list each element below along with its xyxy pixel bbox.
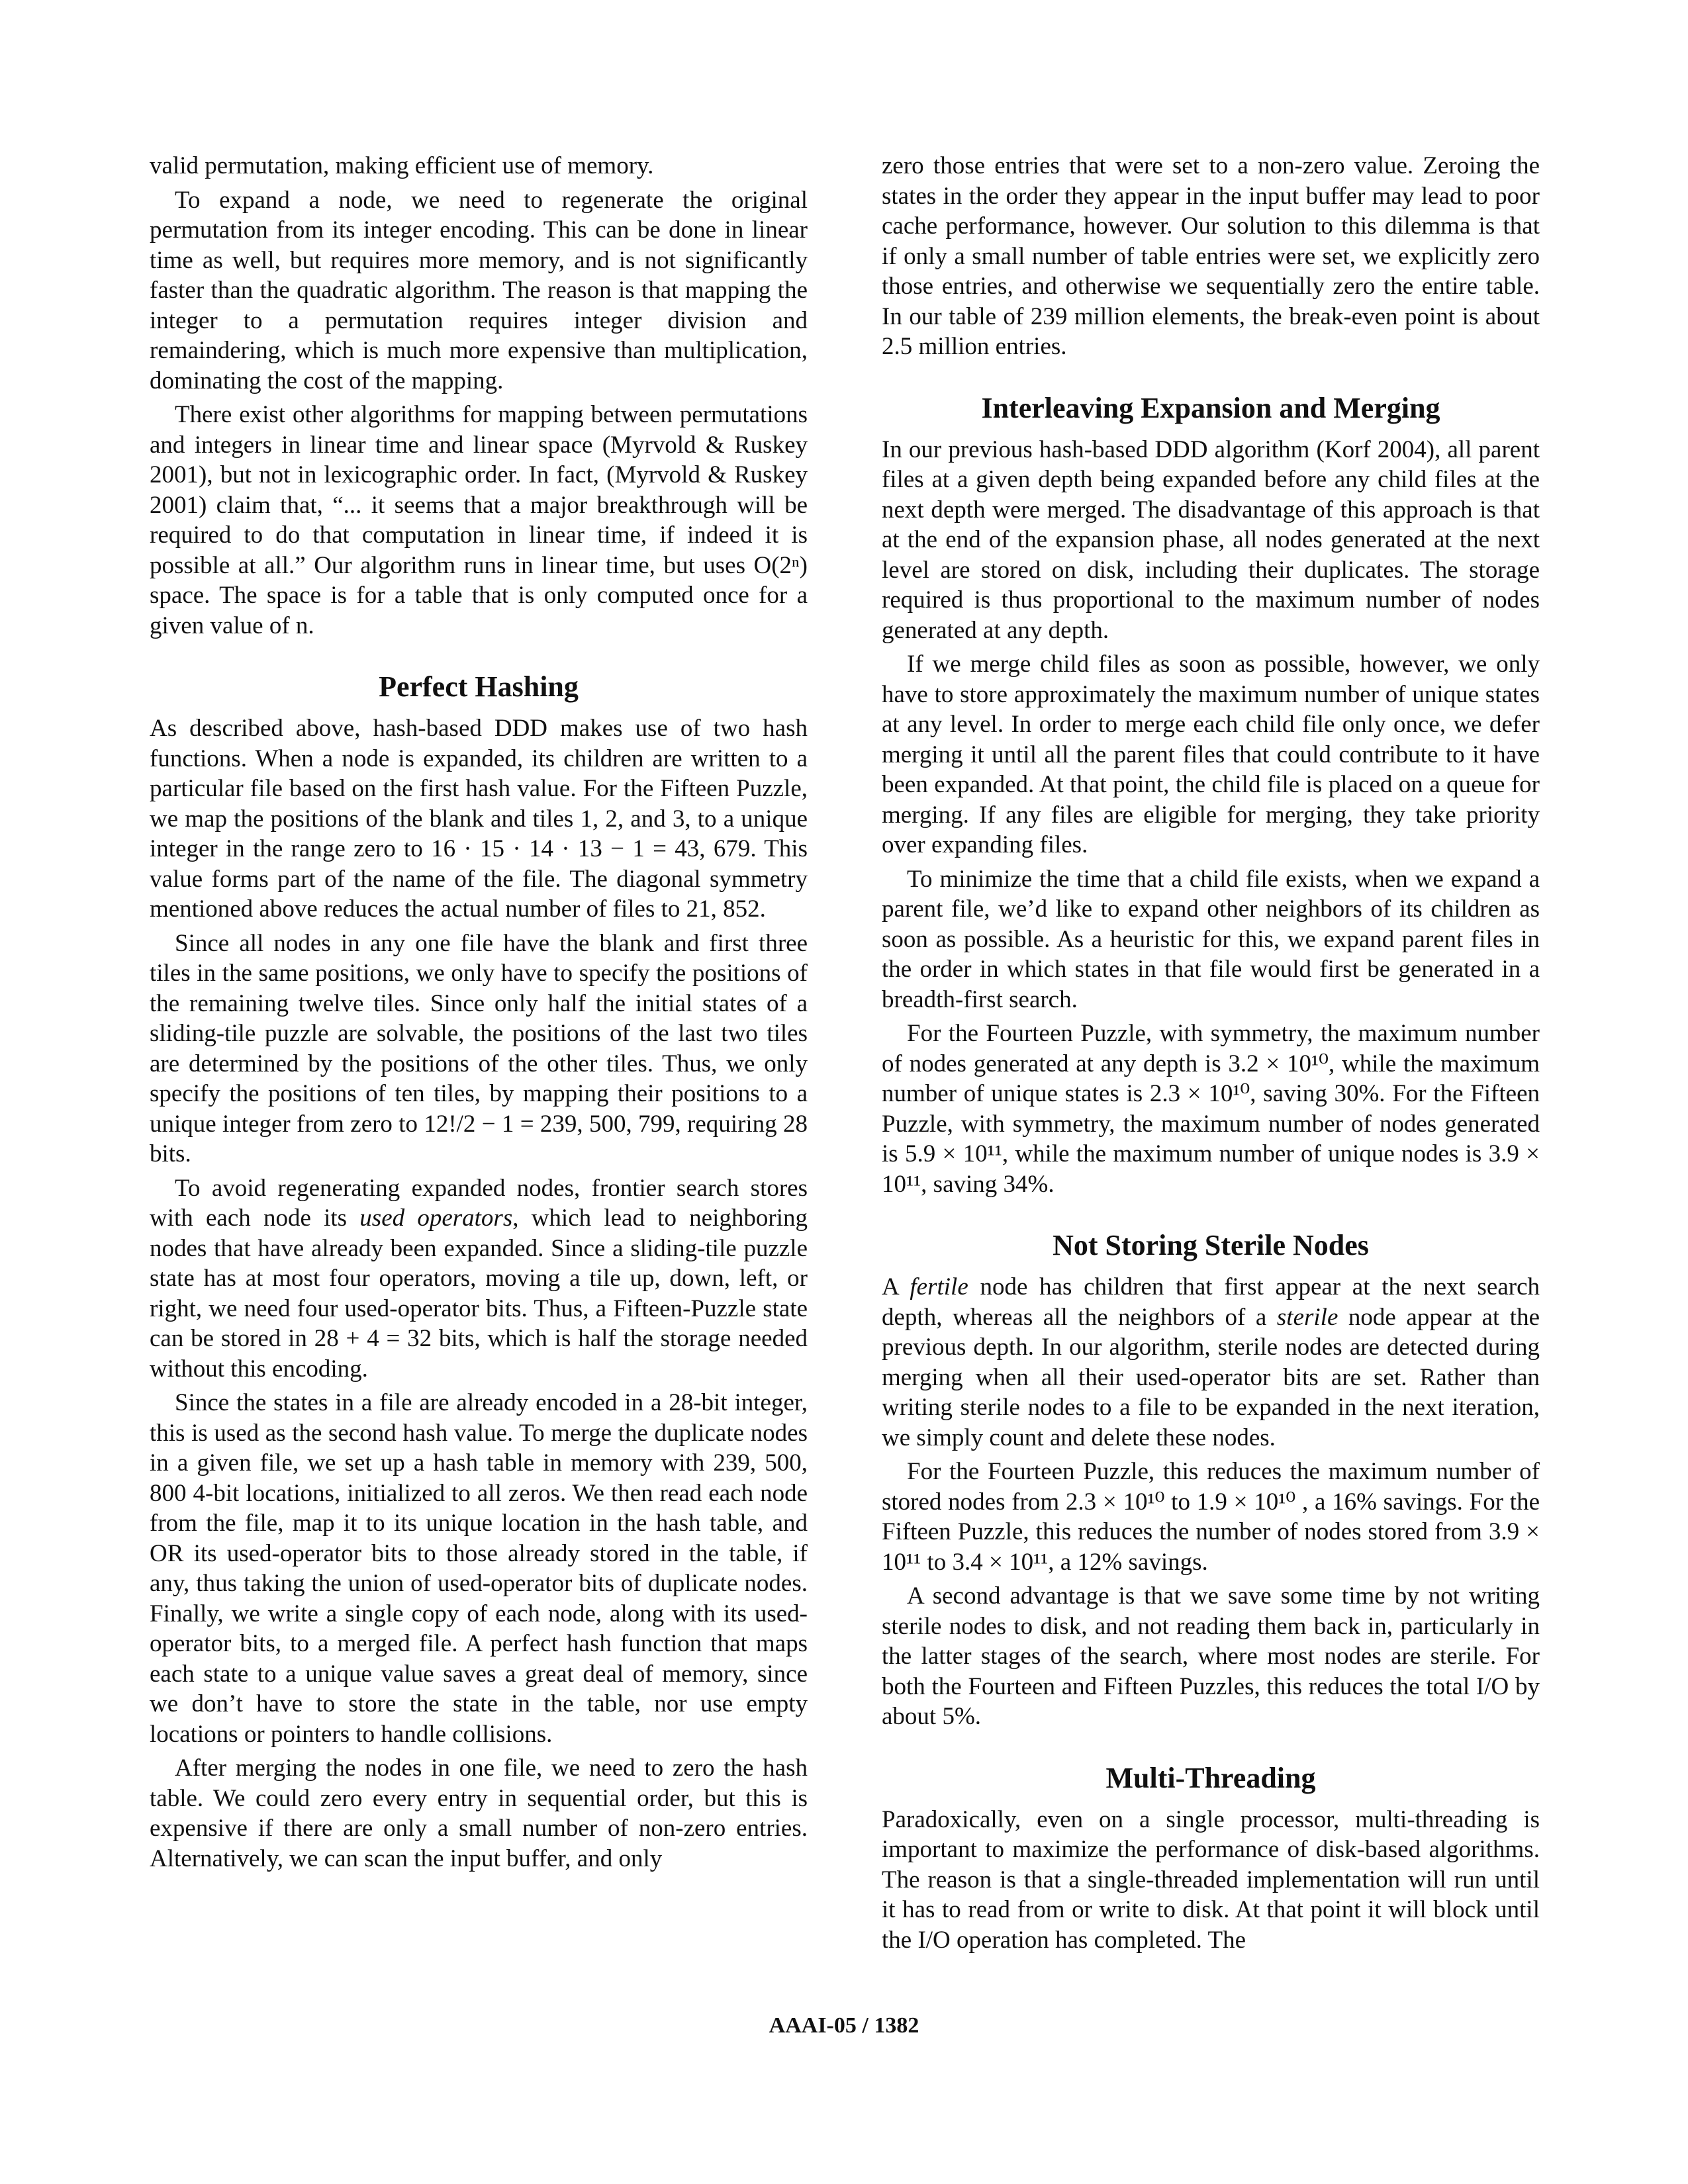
paragraph: For the Fourteen Puzzle, with symmetry, the maximum number of nodes generated at any depth is 3.2 × 10¹⁰, while the maximum number of unique states is 2.3 × 10¹⁰, saving 30%. For the Fifteen Puzzle, with symmetry, the maximum number of nodes generated is 5.9 × 10¹¹, while the maximum number of unique nodes is 3.9 × 10¹¹, saving 34%.	[882, 1020, 1540, 1198]
paragraph: If we merge child files as soon as possible, however, we only have to store approximately the maximum number of unique states at any level. In order to merge each child file only once, we defer merging it until all the parent files that could contribute to it have been expanded. At that point, the child file is placed on a queue for merging. If any files are eligible for merging, they take priority over expanding files.	[882, 651, 1540, 858]
paragraph: To minimize the time that a child file exists, when we expand a parent file, we’d like to expand other neighbors of its children as soon as possible. As a heuristic for this, we expand parent files in the order in which states in that file would first be generated in a breadth-first search.	[882, 865, 1540, 1013]
text-run: A	[882, 1273, 910, 1300]
paragraph: A second advantage is that we save some time by not writing sterile nodes to disk, and not reading them back in, particularly in the latter stages of the search, where most nodes are sterile. For both the Fourteen and Fifteen Puzzles, this reduces the total I/O by about 5%.	[882, 1582, 1540, 1730]
emphasis: fertile	[910, 1273, 968, 1300]
paragraph	[882, 1272, 1540, 1453]
paragraph: Paradoxically, even on a single processor, multi-threading is important to maximize the performance of disk-based algorithms. The reason is that a single-threaded implementation will run until it has to read from or write to disk. At that point it will block until the I/O operation has completed. The	[882, 1805, 1540, 1954]
text-run: , which lead to neighboring nodes that have already been expanded. Since a sliding-tile puzzle state has at most four operators, moving a tile up, down, left, or right, we need four used-operator bits. Thus, a Fifteen-Puzzle state can be stored in 28 + 4 = 32 bits, which is half the storage needed without this encoding.	[150, 1205, 808, 1383]
section-heading-multi-threading: Multi-Threading	[1105, 1761, 1316, 1794]
section-heading-interleaving: Interleaving Expansion and Merging	[981, 391, 1440, 424]
text-run: To avoid regenerating expanded nodes, frontier search stores with each node its	[150, 1174, 808, 1232]
paragraph: To expand a node, we need to regenerate the original permutation from its integer encoding. This can be done in linear time as well, but requires more memory, and is not significantly faster than the quadratic algorithm. The reason is that mapping the integer to a permutation requires integer division and remaindering, which is much more expensive than multiplication, dominating the cost of the mapping.	[150, 186, 808, 394]
emphasis: used operators	[359, 1205, 513, 1232]
emphasis: sterile	[1276, 1303, 1338, 1331]
paragraph: Since all nodes in any one file have the blank and first three tiles in the same positions, we only have to specify the positions of the remaining twelve tiles. Since only half the initial states of a sliding-tile puzzle are solvable, the positions of the last two tiles are determined by the positions of the other tiles. Thus, we only specify the positions of ten tiles, by mapping their positions to a unique integer from zero to 12!/2 − 1 = 239, 500, 799, requiring 28 bits.	[150, 929, 808, 1167]
paragraph: valid permutation, making efficient use of memory.	[150, 152, 654, 179]
right-column	[882, 151, 1540, 1955]
paragraph: Since the states in a file are already encoded in a 28-bit integer, this is used as the second hash value. To merge the duplicate nodes in a given file, we set up a hash table in memory with 239, 500, 800 4-bit locations, initialized to all zeros. We then read each node from the file, map it to its unique location in the hash table, and OR its used-operator bits to those already stored in the table, if any, thus taking the union of used-operator bits of duplicate nodes. Finally, we write a single copy of each node, along with its used-operator bits, to a merged file. A perfect hash function that maps each state to a unique value saves a great deal of memory, since we don’t have to store the state in the table, nor use empty locations or pointers to handle collisions.	[150, 1389, 808, 1748]
left-column	[150, 151, 808, 1874]
section-heading-sterile-nodes: Not Storing Sterile Nodes	[1053, 1229, 1369, 1261]
paragraph	[150, 1173, 808, 1385]
section-heading-perfect-hashing: Perfect Hashing	[379, 670, 579, 703]
paragraph: For the Fourteen Puzzle, this reduces the maximum number of stored nodes from 2.3 × 10¹⁰ to 1.9 × 10¹⁰ , a 16% savings. For the Fifteen Puzzle, this reduces the number of nodes stored from 3.9 × 10¹¹ to 3.4 × 10¹¹, a 12% savings.	[882, 1458, 1540, 1576]
text-run: node has children that first appear at the next search depth, whereas all the neighbors of a	[882, 1273, 1540, 1331]
text-run: node appear at the previous depth. In our algorithm, sterile nodes are detected during merging when all their used-operator bits are set. Rather than writing sterile nodes to a file to be expanded in the next iteration, we simply count and delete these nodes.	[882, 1303, 1540, 1451]
page-footer: AAAI-05 / 1382	[769, 2013, 919, 2038]
paragraph: zero those entries that were set to a non-zero value. Zeroing the states in the order they appear in the input buffer may lead to poor cache performance, however. Our solution to this dilemma is that if only a small number of table entries were set, we explicitly zero those entries, and otherwise we sequentially zero the entire table. In our table of 239 million elements, the break-even point is about 2.5 million entries.	[882, 152, 1540, 360]
paragraph: In our previous hash-based DDD algorithm (Korf 2004), all parent files at a given depth being expanded before any child files at the next depth were merged. The disadvantage of this approach is that at the end of the expansion phase, all nodes generated at the next level are stored on disk, including their duplicates. The storage required is thus proportional to the maximum number of nodes generated at any depth.	[882, 435, 1540, 644]
paragraph: There exist other algorithms for mapping between permutations and integers in linear time and linear space (Myrvold & Ruskey 2001), but not in lexicographic order. In fact, (Myrvold & Ruskey 2001) claim that, “... it seems that a major breakthrough will be required to do that computation in linear time, if indeed it is possible at all.” Our algorithm runs in linear time, but uses O(2ⁿ) space. The space is for a table that is only computed once for a given value of n.	[150, 401, 808, 639]
paragraph: As described above, hash-based DDD makes use of two hash functions. When a node is expanded, its children are written to a particular file based on the first hash value. For the Fifteen Puzzle, we map the positions of the blank and tiles 1, 2, and 3, to a unique integer in the range zero to 16 · 15 · 14 · 13 − 1 = 43, 679. This value forms part of the name of the file. The diagonal symmetry mentioned above reduces the actual number of files to 21, 852.	[150, 715, 808, 923]
paragraph: After merging the nodes in one file, we need to zero the hash table. We could zero every entry in sequential order, but this is expensive if there are only a small number of non-zero entries. Alternatively, we can scan the input buffer, and only	[150, 1754, 808, 1872]
